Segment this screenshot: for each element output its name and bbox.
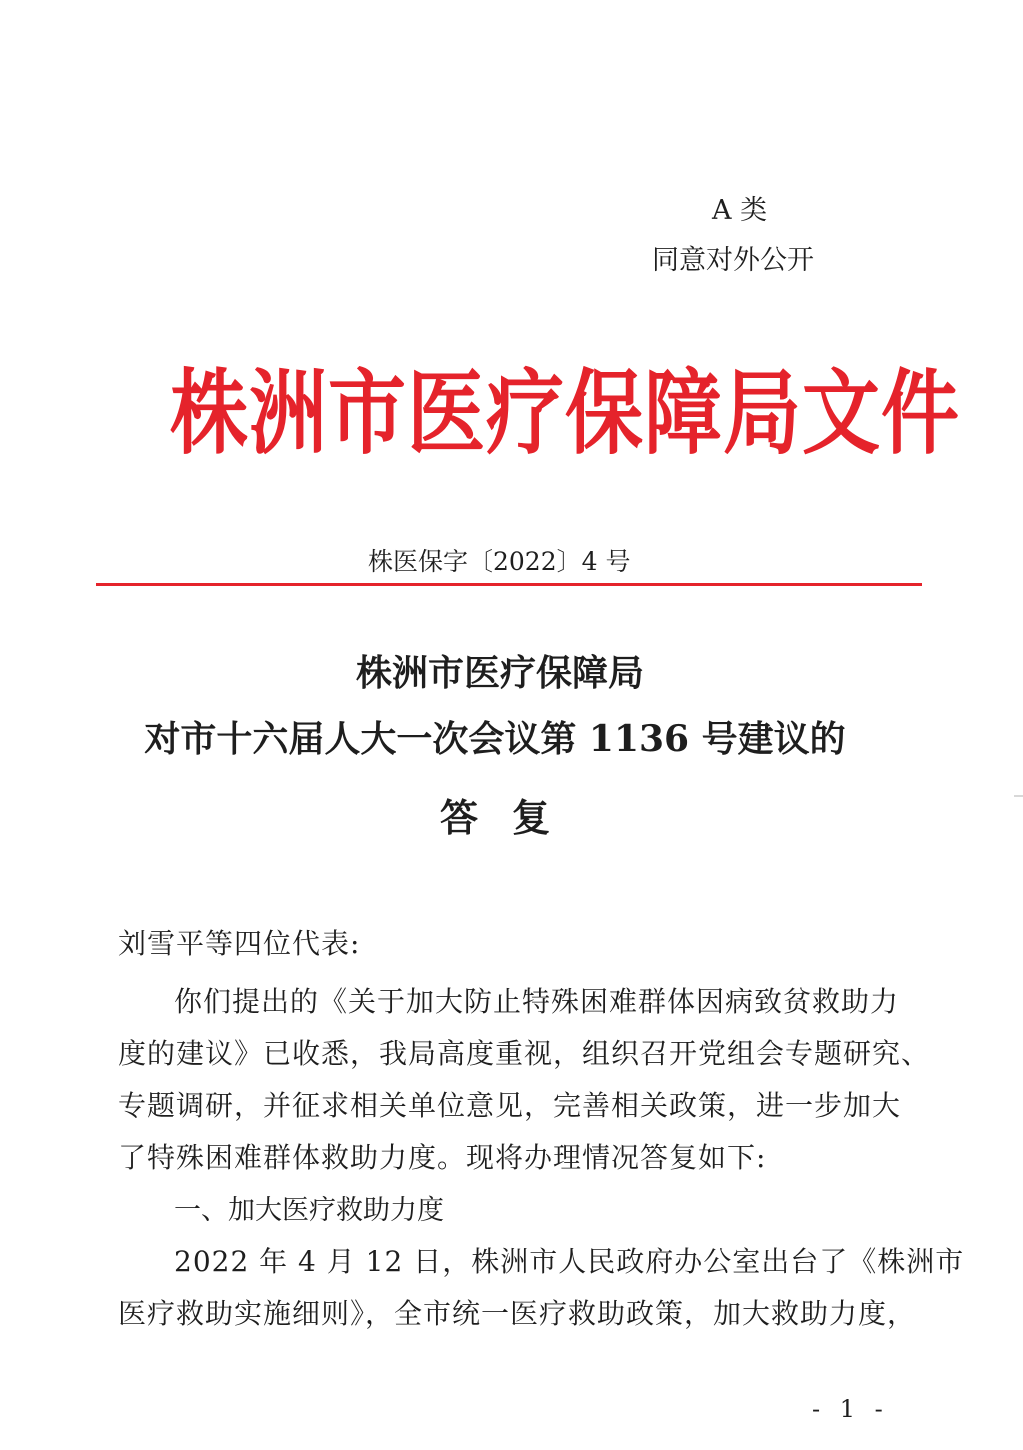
section-heading: 一、加大医疗救助力度 xyxy=(174,1195,444,1226)
paragraph1-line: 你们提出的《关于加大防止特殊困难群体因病致贫救助力 xyxy=(174,985,900,1018)
paragraph2-line: 医疗救助实施细则》，全市统一医疗救助政策，加大救助力度， xyxy=(118,1297,917,1330)
paragraph1-line: 专题调研，并征求相关单位意见，完善相关政策，进一步加大 xyxy=(118,1089,902,1122)
paragraph2-line: 2022 年 4 月 12 日，株洲市人民政府办公室出台了《株洲市 xyxy=(174,1245,965,1278)
document-number: 株医保字〔2022〕4 号 xyxy=(368,547,631,576)
paragraph1-line: 度的建议》已收悉，我局高度重视，组织召开党组会专题研究、 xyxy=(118,1037,931,1070)
document-title-line1: 株洲市医疗保障局 xyxy=(355,652,644,694)
page-number: - 1 - xyxy=(812,1395,889,1423)
classification-label: A 类 xyxy=(712,195,768,226)
paragraph1-line: 了特殊困难群体救助力度。现将办理情况答复如下: xyxy=(118,1141,767,1174)
red-divider-rule xyxy=(96,583,922,586)
scan-edge-mark xyxy=(1014,795,1023,797)
disclosure-label: 同意对外公开 xyxy=(652,245,814,276)
document-title-line2: 对市十六届人大一次会议第 1136 号建议的 xyxy=(144,718,846,760)
salutation: 刘雪平等四位代表: xyxy=(118,927,361,960)
document-title-line3: 答复 xyxy=(440,795,585,840)
issuer-header-title: 株洲市医疗保障局文件 xyxy=(170,360,961,468)
